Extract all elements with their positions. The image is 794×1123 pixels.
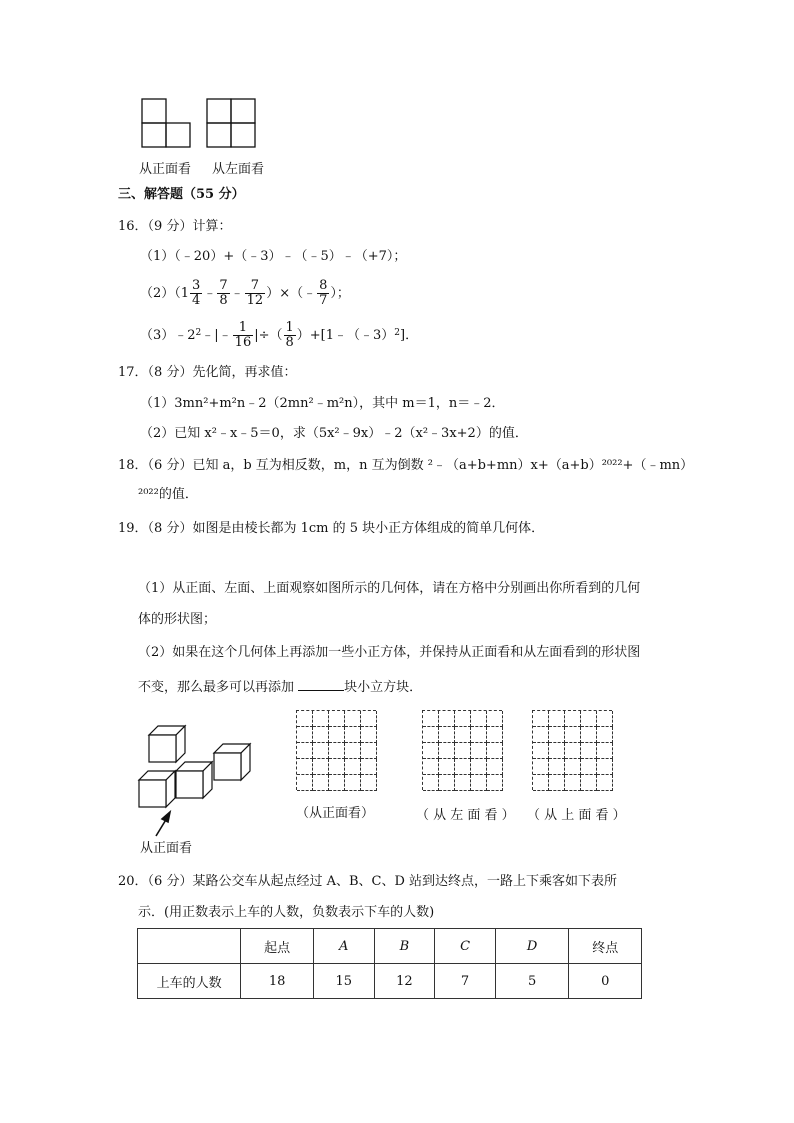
q20-line1: 20．（6 分）某路公交车从起点经过 A、B、C、D 站到达终点，一路上下乘客如下表所 — [118, 874, 618, 889]
q19-arrow-label: 从正面看 — [140, 841, 193, 856]
fraction: $\frac{1}{16}$ — [234, 320, 252, 350]
q19-part2-text: 不变，那么最多可以再添加 — [138, 680, 299, 695]
front-view-figure — [140, 98, 194, 150]
cube-solid-figure — [134, 718, 274, 840]
table-header-cell: C — [435, 929, 496, 964]
table-cell: 18 — [241, 964, 314, 999]
left-view-label: 从左面看 — [212, 162, 265, 177]
table-cell: 5 — [495, 964, 569, 999]
q17-part2: （2）已知 x²﹣x﹣5＝0，求（5x²﹣9x）﹣2（x²﹣3x+2）的值． — [140, 426, 528, 441]
q16-p3-b: |÷（ — [254, 328, 283, 343]
left-view-grid[interactable] — [422, 710, 502, 790]
table-row-label: 上车的人数 — [138, 964, 241, 999]
q16-part3 — [140, 318, 418, 354]
table-header-cell: D — [495, 929, 569, 964]
cube-face — [214, 753, 241, 780]
q19-part2-line2 — [138, 677, 422, 697]
front-view-label: 从正面看 — [139, 162, 192, 177]
q18-line2: ²⁰²²的值． — [138, 487, 198, 502]
table-header-cell: 终点 — [569, 929, 642, 964]
q19-part1-line1: （1）从正面、左面、上面观察如图所示的几何体，请在方格中分别画出你所看到的几何 — [138, 581, 641, 596]
q16-p3-label: （3）﹣2 — [140, 328, 196, 343]
fraction: $\frac{8}{7}$ — [319, 278, 328, 308]
passenger-table — [137, 928, 642, 999]
table-header-cell: 起点 — [241, 929, 314, 964]
grid-label-front: （从正面看） — [296, 806, 375, 821]
table-header-cell: A — [313, 929, 374, 964]
q19-part2-line1: （2）如果在这个几何体上再添加一些小正方体，并保持从正面看和从左面看到的形状图 — [138, 645, 641, 660]
q16-p3-c: ）+[1﹣（﹣3） — [296, 328, 395, 343]
q17-part1: （1）3mn²+m²n﹣2（2mn²﹣m²n），其中 m＝1，n＝﹣2． — [140, 396, 505, 411]
cube-face — [139, 780, 166, 807]
q16-p2-label: （2）（1 — [140, 286, 190, 301]
top-view-grid[interactable] — [532, 710, 612, 790]
table-header-cell — [138, 929, 241, 964]
grid-label-left: （ 从 左 面 看 ） — [416, 808, 515, 823]
q16-part2: （2）（1 $\frac{3}{4}$ ﹣ $\frac{7}{8}$ ﹣ $\frac{7}{12}$ ）×（﹣ $\frac{8}{7}$ ）； — [140, 278, 350, 308]
q19-part2-text-end: 块小立方块． — [344, 680, 423, 695]
q19-heading: 19．（8 分）如图是由棱长都为 1cm 的 5 块小正方体组成的简单几何体． — [118, 521, 545, 536]
q16-p3-a: ﹣|﹣ — [201, 328, 232, 343]
q16-p2-mid: ）×（﹣ — [266, 286, 317, 301]
q20-line2: 示．(用正数表示上车的人数，负数表示下车的人数) — [138, 905, 435, 920]
table-cell: 7 — [435, 964, 496, 999]
q17-heading: 17．（8 分）先化简，再求值： — [118, 365, 297, 380]
section-title: 三、解答题（55 分） — [118, 187, 245, 202]
table-header-row — [138, 929, 642, 964]
left-view-figure — [205, 98, 259, 150]
table-cell: 15 — [313, 964, 374, 999]
exponent: 2 — [195, 328, 202, 338]
fraction: $\frac{7}{8}$ — [219, 278, 228, 308]
cube-face — [149, 735, 176, 762]
cube-face — [176, 771, 203, 798]
q18-line1: 18．（6 分）已知 a，b 互为相反数，m，n 互为倒数 ²﹣（a+b+mn）x+（a+b）²⁰²²+（﹣mn） — [118, 458, 694, 473]
exponent: 2 — [394, 328, 401, 338]
fraction: $\frac{1}{8}$ — [285, 320, 294, 350]
q16-heading: 16．（9 分）计算： — [118, 219, 232, 234]
table-cell: 0 — [569, 964, 642, 999]
q16-p3-d: ]． — [400, 328, 419, 343]
table-header-cell: B — [374, 929, 435, 964]
table-cell: 12 — [374, 964, 435, 999]
q16-part1: （1）（﹣20）+（﹣3）﹣（﹣5）﹣（+7）； — [140, 249, 407, 264]
grid-label-top: （ 从 上 面 看 ） — [527, 808, 626, 823]
q19-part1-line2: 体的形状图； — [138, 612, 217, 627]
answer-blank[interactable] — [298, 677, 344, 691]
fraction: $\frac{7}{12}$ — [246, 278, 264, 308]
front-view-grid[interactable] — [296, 710, 376, 790]
q16-p2-end: ）； — [330, 286, 350, 301]
fraction: $\frac{3}{4}$ — [192, 278, 201, 308]
table-row — [138, 964, 642, 999]
